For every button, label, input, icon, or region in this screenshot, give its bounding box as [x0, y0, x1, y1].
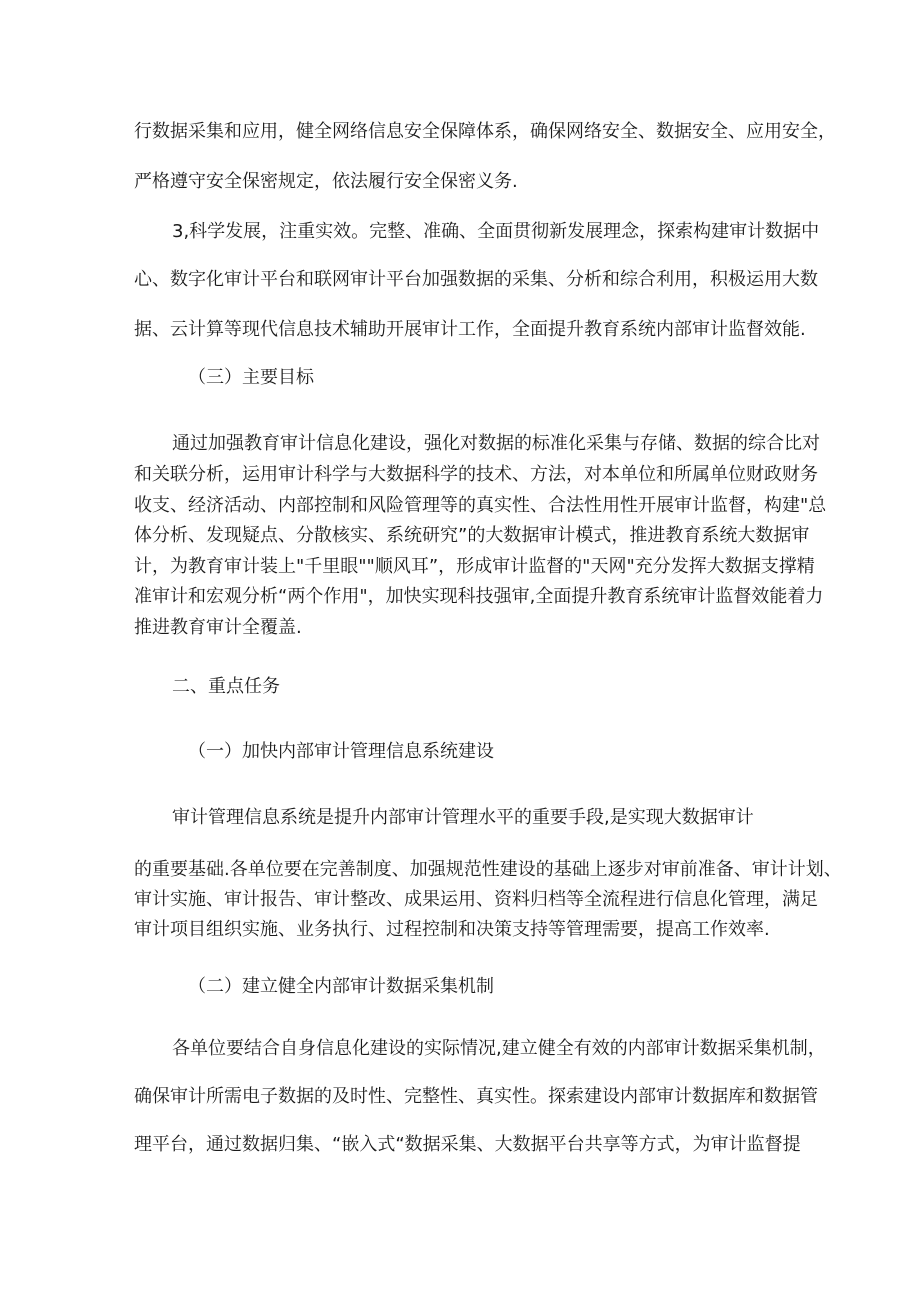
- paragraph-line: 理平台，通过数据归集、“嵌入式“数据采集、大数据平台共享等方式，为审计监督提: [134, 1134, 801, 1155]
- paragraph-line: 心、数字化审计平台和联网审计平台加强数据的采集、分析和综合利用，积极运用大数: [134, 269, 818, 290]
- paragraph-line: 计，为教育审计装上"千里眼""顺风耳”，形成审计监督的"天网"充分发挥大数据支撑精: [134, 556, 815, 577]
- paragraph-line: 审计项目组织实施、业务执行、过程控制和决策支持等管理需要，提高工作效率.: [134, 919, 770, 940]
- section-heading: （三）主要目标: [188, 367, 314, 388]
- paragraph-line: 确保审计所需电子数据的及时性、完整性、真实性。探索建设内部审计数据库和数据管: [134, 1086, 818, 1107]
- paragraph-line: 通过加强教育审计信息化建设，强化对数据的标准化采集与存储、数据的综合比对: [172, 433, 820, 454]
- paragraph-line: 和关联分析，运用审计科学与大数据科学的技术、方法，对本单位和所属单位财政财务: [134, 464, 818, 485]
- paragraph-line: 各单位要结合自身信息化建设的实际情况,建立健全有效的内部审计数据采集机制，: [172, 1038, 826, 1059]
- paragraph-line: 推进教育审计全覆盖.: [134, 617, 302, 638]
- paragraph-line: 审计实施、审计报告、审计整改、成果运用、资料归档等全流程进行信息化管理，满足: [134, 889, 818, 910]
- paragraph-line: 据、云计算等现代信息技术辅助开展审计工作，全面提升教育系统内部审计监督效能.: [134, 319, 806, 340]
- paragraph-line: 3,科学发展，注重实效。完整、准确、全面贯彻新发展理念，探索构建审计数据中: [172, 221, 820, 242]
- section-heading: 二、重点任务: [172, 676, 280, 697]
- paragraph-line: 严格遵守安全保密规定，依法履行安全保密义务.: [134, 171, 518, 192]
- paragraph-line: 审计管理信息系统是提升内部审计管理水平的重要手段,是实现大数据审计: [172, 807, 754, 828]
- paragraph-line: 行数据采集和应用，健全网络信息安全保障体系，确保网络安全、数据安全、应用安全，: [134, 121, 836, 142]
- subsection-heading: （一）加快内部审计管理信息系统建设: [188, 741, 494, 762]
- paragraph-line: 体分析、发现疑点、分散核实、系统研究”的大数据审计模式，推进教育系统大数据审: [134, 525, 810, 546]
- paragraph-line: 准审计和宏观分析“两个作用"，加快实现科技强审,全面提升教育系统审计监督效能着力: [134, 586, 824, 607]
- subsection-heading: （二）建立健全内部审计数据采集机制: [188, 976, 494, 997]
- paragraph-line: 收支、经济活动、内部控制和风险管理等的真实性、合法性用性开展审计监督，构建"总: [134, 495, 827, 516]
- paragraph-line: 的重要基础.各单位要在完善制度、加强规范性建设的基础上逐步对审前准备、审计计划、: [134, 859, 842, 880]
